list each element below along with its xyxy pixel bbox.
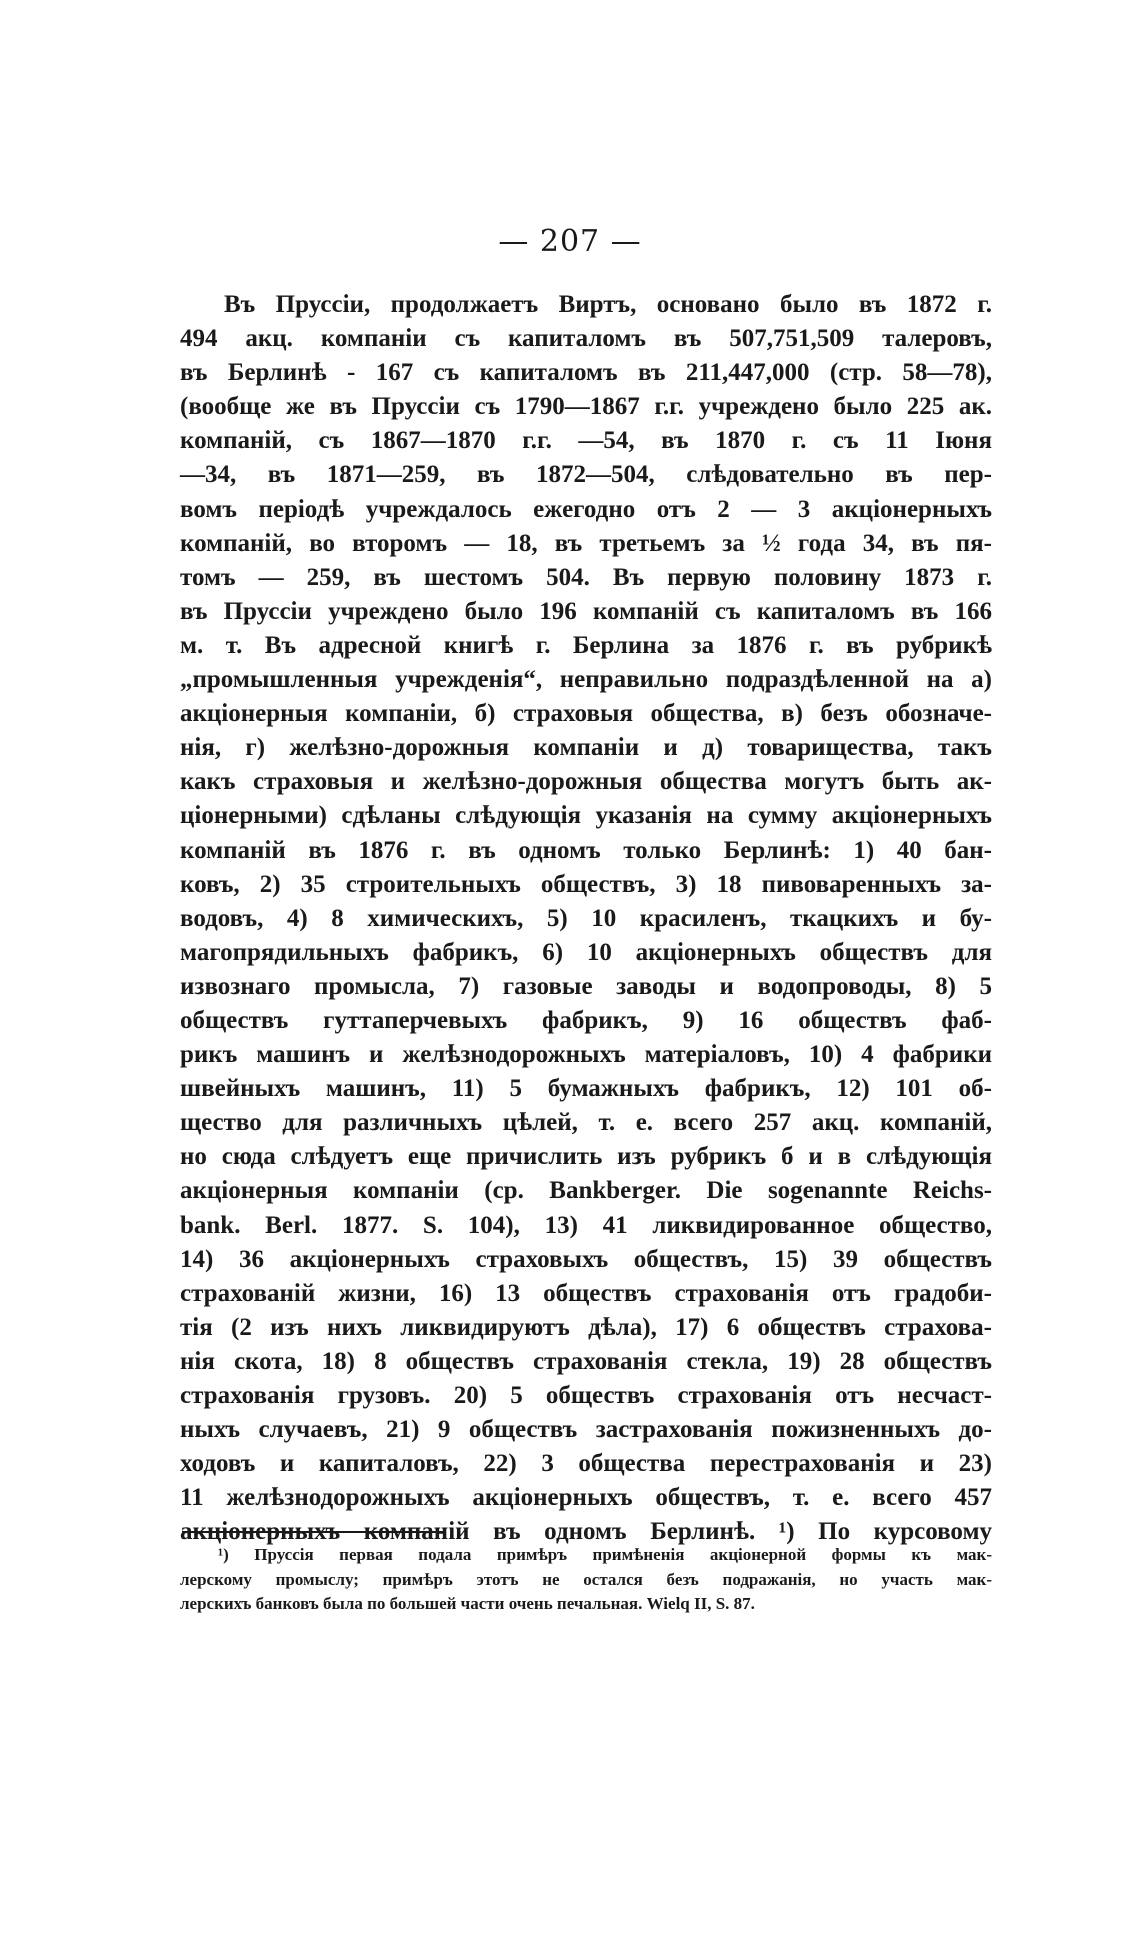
text-line: м. т. Въ адресной книгѣ г. Берлина за 1876 г. въ рубрикѣ: [180, 631, 992, 659]
text-line: въ Пруссіи учреждено было 196 компаній съ капиталомъ въ 166: [180, 597, 992, 625]
text-line: обществъ гуттаперчевыхъ фабрикъ, 9) 16 обществъ фаб-: [180, 1006, 992, 1034]
text-line: bank. Berl. 1877. S. 104), 13) 41 ликвидированное общество,: [180, 1211, 992, 1239]
footnote-line: лерскому промыслу; примѣръ этотъ не остался безъ подражанія, но участь мак-: [180, 1569, 992, 1589]
text-line: компаній, во второмъ — 18, въ третьемъ за ½ года 34, въ пя-: [180, 529, 992, 557]
text-line: 494 акц. компаніи съ капиталомъ въ 507,751,509 талеровъ,: [180, 325, 992, 353]
text-line: водовъ, 4) 8 химическихъ, 5) 10 красиленъ, ткацкихъ и бу-: [180, 904, 992, 932]
text-line: страхованія грузовъ. 20) 5 обществъ страхованія отъ несчаст-: [180, 1382, 992, 1409]
text-line: ныхъ случаевъ, 21) 9 обществъ застрахованія пожизненныхъ до-: [180, 1416, 992, 1444]
text-line: какъ страховыя и желѣзно-дорожныя общества могутъ быть ак-: [180, 768, 992, 796]
footnote-line: лерскихъ банковъ была по большей части очень печальная. Wielq II, S. 87.: [180, 1594, 755, 1613]
text-line: въ Берлинѣ - 167 съ капиталомъ въ 211,447,000 (стр. 58—78),: [180, 359, 992, 387]
text-line: Въ Пруссіи, продолжаетъ Виртъ, основано было въ 1872 г.: [224, 291, 992, 318]
text-line: тія (2 изъ нихъ ликвидируютъ дѣла), 17) 6 обществъ страхова-: [180, 1313, 992, 1341]
page-number: — 207 —: [498, 224, 642, 259]
text-line: 14) 36 акціонерныхъ страховыхъ обществъ, 15) 39 обществъ: [180, 1245, 992, 1273]
text-line: извознаго промысла, 7) газовые заводы и водопроводы, 8) 5: [180, 972, 992, 1000]
main-text: [180, 288, 992, 1549]
text-line: 11 желѣзнодорожныхъ акціонерныхъ обществъ, т. е. всего 457: [180, 1484, 992, 1512]
text-line: но сюда слѣдуетъ еще причислить изъ рубрикъ б и в слѣдующія: [180, 1143, 992, 1171]
text-line: щество для различныхъ цѣлей, т. е. всего 257 акц. компаній,: [180, 1109, 992, 1137]
footnote: [180, 1543, 992, 1617]
text-line: рикъ машинъ и желѣзнодорожныхъ матеріаловъ, 10) 4 фабрики: [180, 1041, 992, 1069]
text-line: нія скота, 18) 8 обществъ страхованія стекла, 19) 28 обществъ: [180, 1347, 992, 1375]
text-line: ковъ, 2) 35 строительныхъ обществъ, 3) 18 пивоваренныхъ за-: [180, 870, 992, 898]
text-line: акціонерныя компаніи (ср. Bankberger. Die sogenannte Reichs-: [180, 1177, 992, 1205]
text-line: компаній въ 1876 г. въ одномъ только Берлинѣ: 1) 40 бан-: [180, 836, 992, 864]
text-line: акціонерныхъ компаній въ одномъ Берлинѣ. ¹) По курсовому: [180, 1518, 992, 1546]
text-line: акціонерныя компаніи, б) страховыя общества, в) безъ обозначе-: [180, 700, 992, 728]
text-line: ходовъ и капиталовъ, 22) 3 общества перестрахованія и 23): [180, 1450, 992, 1478]
text-line: магопрядильныхъ фабрикъ, 6) 10 акціонерныхъ обществъ для: [180, 938, 992, 966]
text-line: томъ — 259, въ шестомъ 504. Въ первую половину 1873 г.: [180, 563, 992, 591]
text-line: „промышленныя учрежденія“, неправильно подраздѣленной на а): [180, 666, 992, 694]
footnote-line: ¹) Пруссія первая подала примѣръ примѣненія акціонерной формы къ мак-: [218, 1545, 992, 1564]
text-line: компаній, съ 1867—1870 г.г. —54, въ 1870 г. съ 11 Іюня: [180, 427, 992, 455]
text-line: вомъ періодѣ учреждалось ежегодно отъ 2 — 3 акціонерныхъ: [180, 495, 992, 523]
text-line: страхованій жизни, 16) 13 обществъ страхованія отъ градоби-: [180, 1279, 992, 1307]
footnote-divider: [182, 1531, 444, 1533]
text-line: нія, г) желѣзно-дорожныя компаніи и д) товарищества, такъ: [180, 734, 992, 762]
text-line: швейныхъ машинъ, 11) 5 бумажныхъ фабрикъ, 12) 101 об-: [180, 1075, 992, 1103]
text-line: (вообще же въ Пруссіи съ 1790—1867 г.г. учреждено было 225 ак.: [180, 393, 992, 421]
text-line: —34, въ 1871—259, въ 1872—504, слѣдовательно въ пер-: [180, 461, 992, 489]
text-line: ціонерными) сдѣланы слѣдующія указанія на сумму акціонерныхъ: [180, 802, 992, 830]
